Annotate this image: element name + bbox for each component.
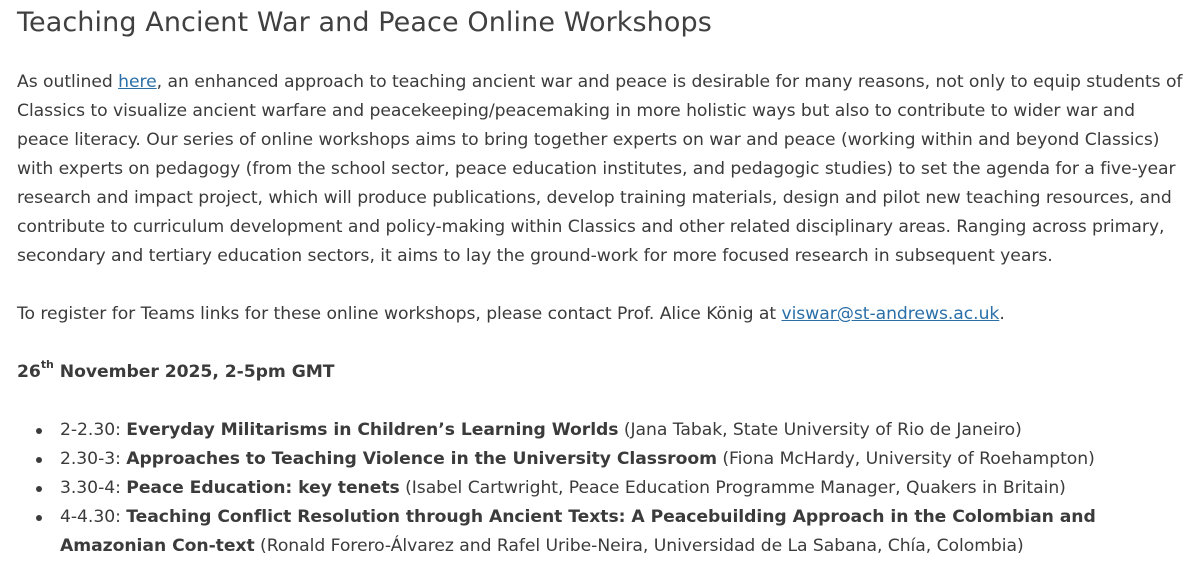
session-speaker: (Jana Tabak, State University of Rio de Janeiro) — [618, 420, 1022, 440]
bullet-icon — [36, 486, 42, 492]
bullet-icon — [36, 428, 42, 434]
session-time: 2.30-3: — [60, 449, 127, 469]
session-time: 3.30-4: — [60, 478, 127, 498]
page-content — [17, 0, 1185, 561]
page-title: Teaching Ancient War and Peace Online Workshops — [17, 7, 712, 38]
email-link[interactable]: viswar@st-andrews.ac.uk — [781, 304, 1000, 324]
intro-text-start: As outlined — [17, 72, 119, 92]
session-speaker: (Ronald Forero-Álvarez and Rafel Uribe-Neira, Universidad de La Sabana, Chía, Colombia) — [254, 536, 1024, 556]
list-item — [60, 503, 1185, 561]
event-date-day: 26 — [17, 362, 41, 382]
session-time: 4-4.30: — [60, 507, 127, 527]
session-speaker: (Fiona McHardy, University of Roehampton) — [716, 449, 1095, 469]
register-end: . — [999, 304, 1005, 324]
list-item — [60, 474, 1185, 503]
here-link[interactable]: here — [118, 72, 157, 92]
register-paragraph — [17, 300, 1185, 329]
session-speaker: (Isabel Cartwright, Peace Education Programme Manager, Quakers in Britain) — [399, 478, 1066, 498]
session-list — [17, 416, 1185, 561]
register-text: To register for Teams links for these online workshops, please contact Prof. Alice König at — [17, 304, 782, 324]
session-title: Peace Education: key tenets — [126, 478, 400, 498]
list-item — [60, 416, 1185, 445]
session-title: Everyday Militarisms in Children’s Learning Worlds — [126, 420, 619, 440]
bullet-icon — [36, 515, 42, 521]
intro-paragraph — [17, 68, 1185, 271]
event-date-rest: November 2025, 2-5pm GMT — [53, 362, 335, 382]
event-date-suffix: th — [40, 358, 54, 372]
session-title: Approaches to Teaching Violence in the University Classroom — [126, 449, 717, 469]
list-item — [60, 445, 1185, 474]
session-title: Teaching Conflict Resolution through Ancient Texts: A Peacebuilding Approach in the Colombian and Amazonian Con-text — [60, 507, 1096, 556]
session-time: 2-2.30: — [60, 420, 127, 440]
event-date — [17, 358, 1185, 387]
intro-text-rest: , an enhanced approach to teaching ancient war and peace is desirable for many reasons, not only to equip students of Classics to visualize ancient warfare and peacekeeping/peacemaking in more holistic ways but also to contribute to wider war and peace literacy. Our series of online workshops aims to bring together experts on war and peace (working within and beyond Classics) with experts on pedagogy (from the school sector, peace education institutes, and pedagogic studies) to set the agenda for a five-year research and impact project, which will produce publications, develop training materials, design and pilot new teaching resources, and contribute to curriculum development and policy-making within Classics and other related disciplinary areas. Ranging across primary, secondary and tertiary education sectors, it aims to lay the ground-work for more focused research in subsequent years. — [17, 72, 1183, 266]
bullet-icon — [36, 457, 42, 463]
